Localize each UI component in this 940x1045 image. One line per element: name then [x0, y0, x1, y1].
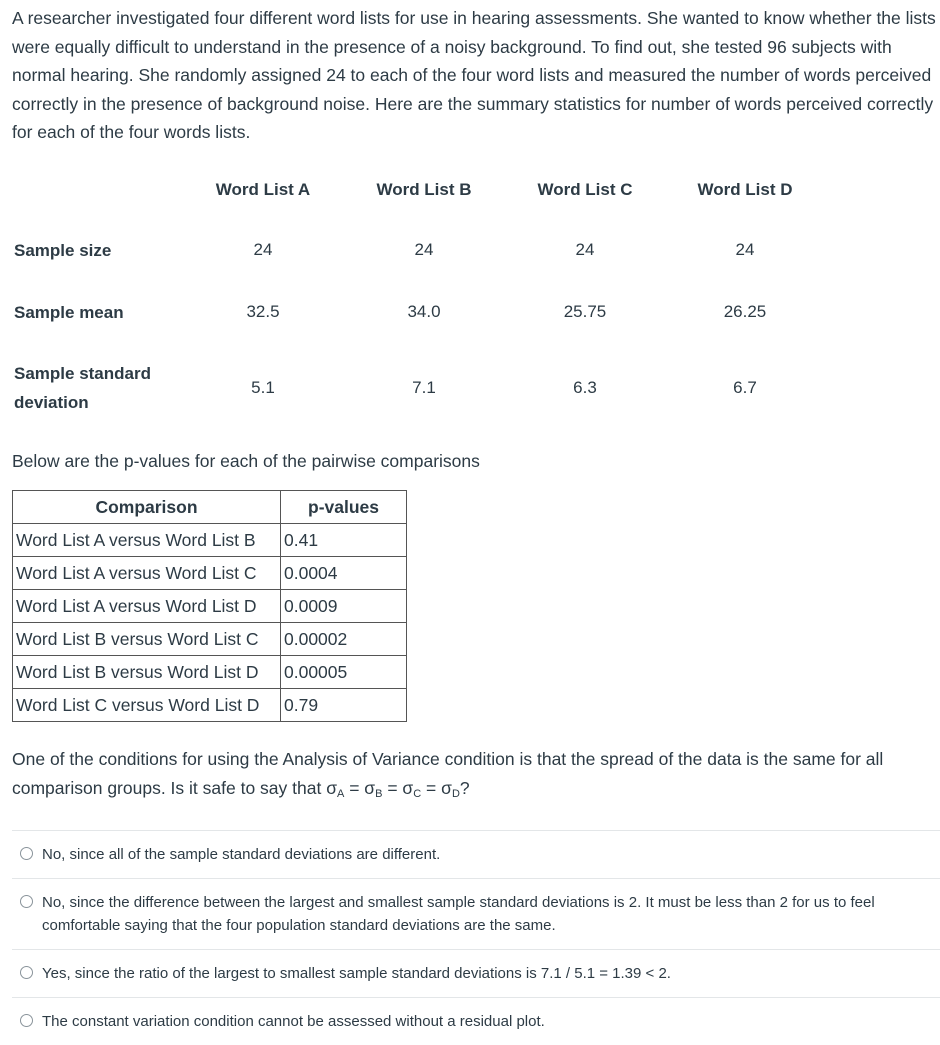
table-row	[13, 524, 407, 557]
comparison-cell: Word List B versus Word List C	[13, 623, 281, 656]
radio-button-icon[interactable]	[20, 895, 33, 908]
question-text	[12, 745, 932, 808]
answer-label: No, since the difference between the largest and smallest sample standard deviations is 2. It must be less than 2 for us to feel comfortable saying that the four population standard deviations are the same.	[42, 894, 875, 934]
intro-paragraph: A researcher investigated four different word lists for use in hearing assessments. She wanted to know whether the lists were equally difficult to understand in the presence of a noisy background. To find out, she tested 96 subjects with normal hearing. She randomly assigned 24 to each of the four word lists and measured the number of words perceived correctly in the presence of background noise. Here are the summary statistics for number of words perceived correctly for each of the four words lists.	[12, 8, 936, 143]
radio-button-icon[interactable]	[20, 966, 33, 979]
pvalue-cell: 0.41	[281, 524, 407, 557]
stat-cell: 34.0	[407, 302, 441, 321]
sub-b: B	[375, 787, 383, 800]
answer-label: The constant variation condition cannot be assessed without a residual plot.	[42, 1013, 545, 1030]
pvalues-intro-text: Below are the p-values for each of the pairwise comparisons	[12, 451, 480, 471]
answer-label: Yes, since the ratio of the largest to smallest sample standard deviations is 7.1 / 5.1 = 1.39 < 2.	[42, 965, 671, 982]
column-header-word-list-a: Word List A	[215, 180, 311, 199]
answer-label: No, since all of the sample standard deviations are different.	[42, 846, 441, 863]
answer-option-3[interactable]	[12, 949, 940, 997]
sub-a: A	[337, 787, 345, 800]
radio-button-icon[interactable]	[20, 1014, 33, 1027]
pvalue-cell: 0.0004	[281, 557, 407, 590]
answer-option-2[interactable]	[12, 878, 940, 949]
sigma-d: σ	[441, 777, 452, 798]
pvalue-header: p-values	[281, 491, 407, 524]
stat-cell: 32.5	[246, 302, 280, 321]
equals: =	[382, 777, 403, 798]
stat-cell: 6.3	[573, 378, 597, 397]
column-header-word-list-b: Word List B	[376, 180, 472, 199]
comparison-cell: Word List B versus Word List D	[13, 656, 281, 689]
answer-option-1[interactable]	[12, 830, 940, 878]
table-row	[13, 557, 407, 590]
sigma-b: σ	[364, 777, 376, 798]
answer-options	[12, 830, 940, 1045]
sigma-c: σ	[402, 777, 414, 798]
summary-statistics-table	[0, 0, 940, 440]
stat-cell: 7.1	[412, 378, 436, 397]
pvalue-cell: 0.79	[281, 689, 407, 722]
table-row	[13, 689, 407, 722]
comparison-cell: Word List A versus Word List C	[13, 557, 281, 590]
stat-cell: 25.75	[563, 302, 607, 321]
stat-cell: 24	[414, 240, 434, 259]
pvalues-header-row	[13, 491, 407, 524]
row-header-sample-size: Sample size	[14, 241, 112, 260]
stat-cell: 24	[735, 240, 755, 259]
sub-d: D	[451, 787, 460, 800]
stat-cell: 5.1	[251, 378, 275, 397]
sub-c: C	[413, 787, 422, 800]
pvalue-cell: 0.0009	[281, 590, 407, 623]
row-header-sample-sd-line1: Sample standard	[14, 364, 151, 383]
answer-option-4[interactable]	[12, 997, 940, 1045]
stat-cell: 24	[253, 240, 273, 259]
table-row	[13, 590, 407, 623]
row-header-sample-sd-line2: deviation	[14, 393, 89, 412]
pvalue-cell: 0.00005	[281, 656, 407, 689]
table-row	[13, 656, 407, 689]
stat-cell: 6.7	[733, 378, 757, 397]
equals: =	[344, 777, 365, 798]
pvalues-table	[12, 490, 407, 722]
question-mark: ?	[459, 777, 470, 798]
question-body: One of the conditions for using the Analysis of Variance condition is that the spread of the data is the same for all comparison groups. Is it safe to say that	[12, 749, 884, 798]
column-header-word-list-c: Word List C	[537, 180, 633, 199]
comparison-cell: Word List A versus Word List D	[13, 590, 281, 623]
stat-cell: 26.25	[723, 302, 767, 321]
table-row	[13, 623, 407, 656]
comparison-cell: Word List A versus Word List B	[13, 524, 281, 557]
stat-cell: 24	[575, 240, 595, 259]
equals: =	[421, 777, 442, 798]
sigma-a: σ	[326, 777, 337, 798]
radio-button-icon[interactable]	[20, 847, 33, 860]
comparison-header: Comparison	[13, 491, 281, 524]
pvalue-cell: 0.00002	[281, 623, 407, 656]
comparison-cell: Word List C versus Word List D	[13, 689, 281, 722]
row-header-sample-mean: Sample mean	[14, 303, 124, 322]
column-header-word-list-d: Word List D	[697, 180, 793, 199]
row-header-sample-sd	[14, 359, 151, 417]
